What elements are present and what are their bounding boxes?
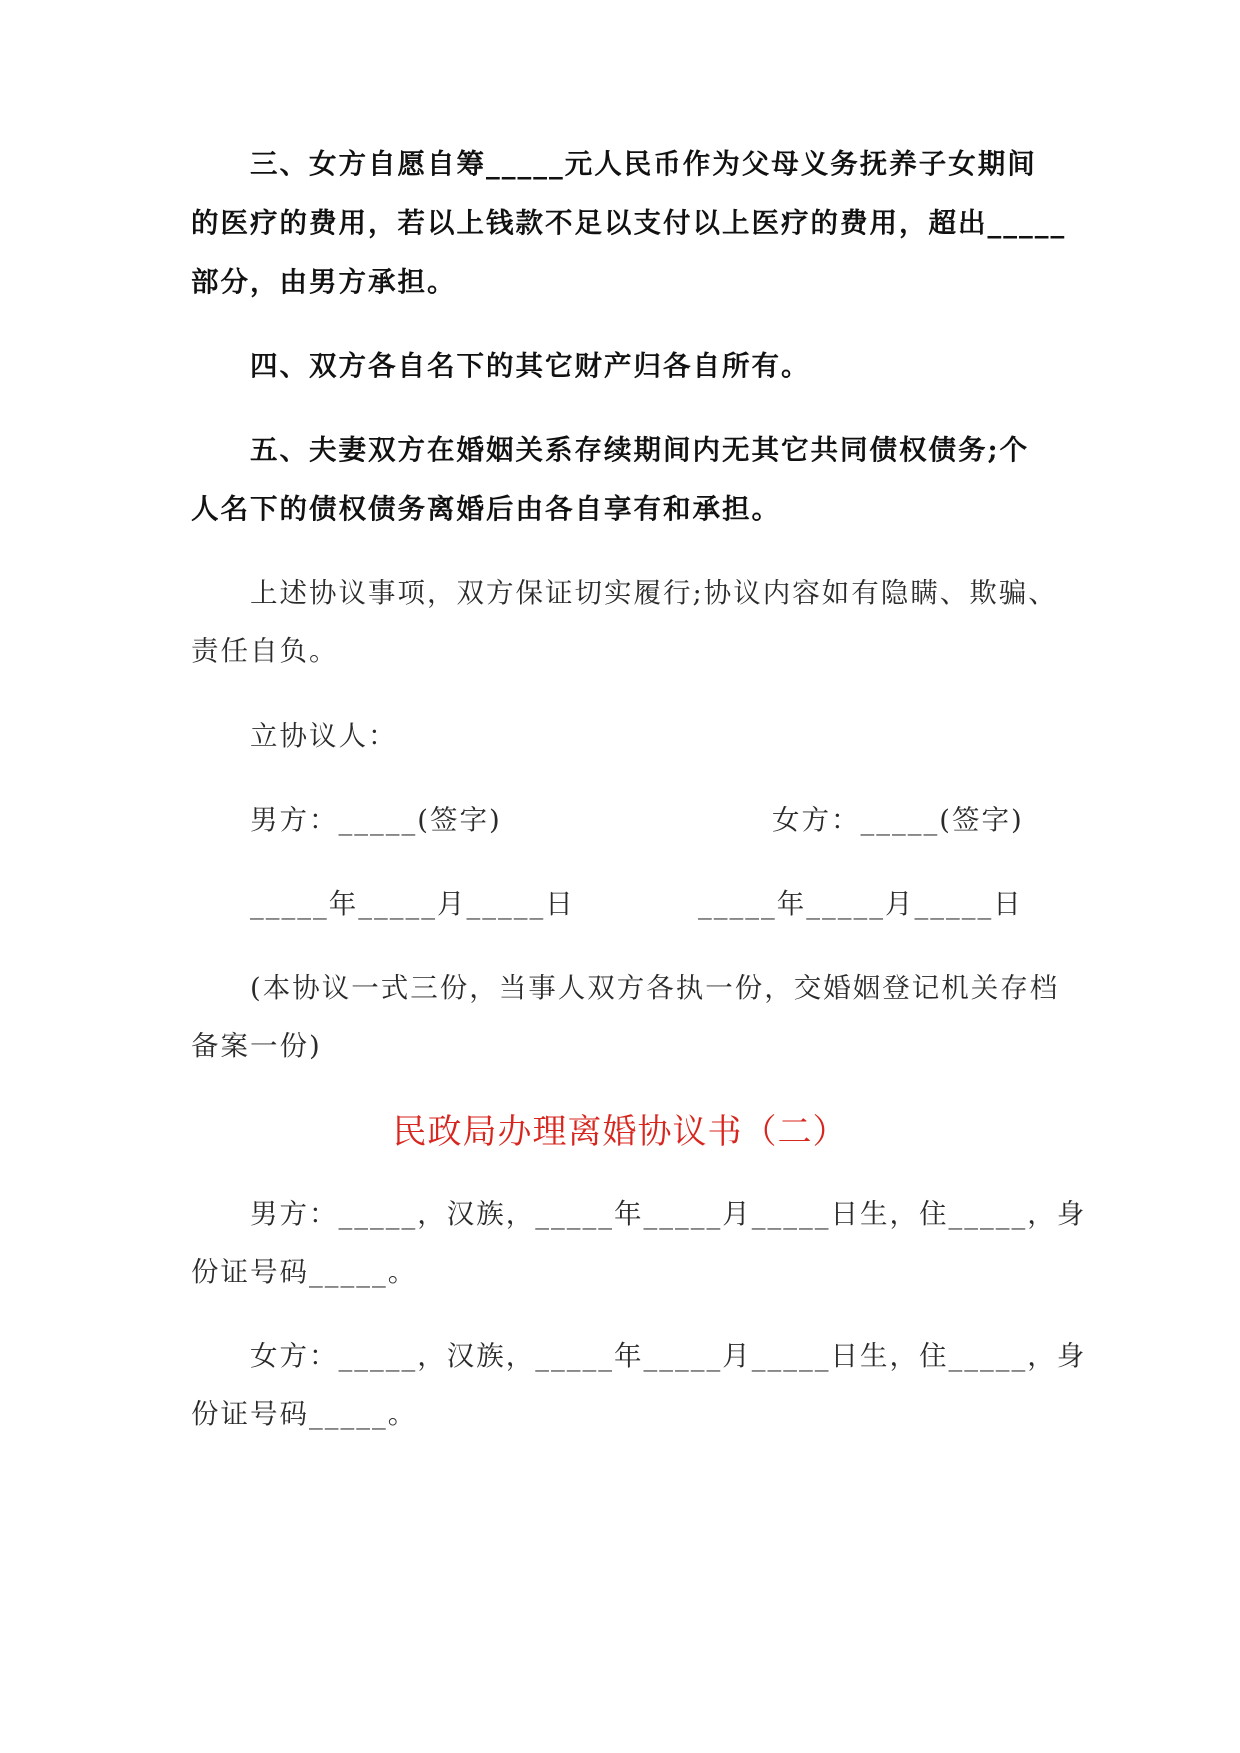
clause-3-line-3: 部分，由男方承担。 bbox=[191, 266, 457, 298]
female-signature: 女方：_____(签字) bbox=[772, 804, 1024, 836]
clause-4-line-1: 四、双方各自名下的其它财产归各自所有。 bbox=[250, 350, 811, 382]
male-signature: 男方：_____(签字) bbox=[250, 804, 502, 836]
male-party-line-1: 男方：_____，汉族，_____年_____月_____日生，住_____，身 bbox=[250, 1198, 1087, 1230]
clause-3-line-1: 三、女方自愿自筹_____元人民币作为父母义务抚养子女期间 bbox=[250, 148, 1037, 180]
signers-label: 立协议人： bbox=[250, 720, 398, 752]
clause-3-line-2: 的医疗的费用，若以上钱款不足以支付以上医疗的费用，超出_____ bbox=[191, 207, 1067, 239]
copies-note-line-1: (本协议一式三份，当事人双方各执一份，交婚姻登记机关存档 bbox=[250, 972, 1060, 1004]
copies-note-line-2: 备案一份) bbox=[191, 1030, 322, 1062]
guarantee-line-1: 上述协议事项，双方保证切实履行;协议内容如有隐瞒、欺骗、 bbox=[250, 577, 1058, 609]
section-2-title: 民政局办理离婚协议书（二） bbox=[392, 1112, 848, 1152]
clause-5-line-1: 五、夫妻双方在婚姻关系存续期间内无其它共同债权债务;个 bbox=[250, 434, 1030, 466]
female-party-line-1: 女方：_____，汉族，_____年_____月_____日生，住_____，身 bbox=[250, 1340, 1087, 1372]
female-sign-date: _____年_____月_____日 bbox=[698, 888, 1023, 920]
male-sign-date: _____年_____月_____日 bbox=[250, 888, 575, 920]
male-party-line-2: 份证号码_____。 bbox=[191, 1256, 418, 1288]
female-party-line-2: 份证号码_____。 bbox=[191, 1398, 418, 1430]
clause-5-line-2: 人名下的债权债务离婚后由各自享有和承担。 bbox=[191, 493, 781, 525]
guarantee-line-2: 责任自负。 bbox=[191, 635, 339, 667]
